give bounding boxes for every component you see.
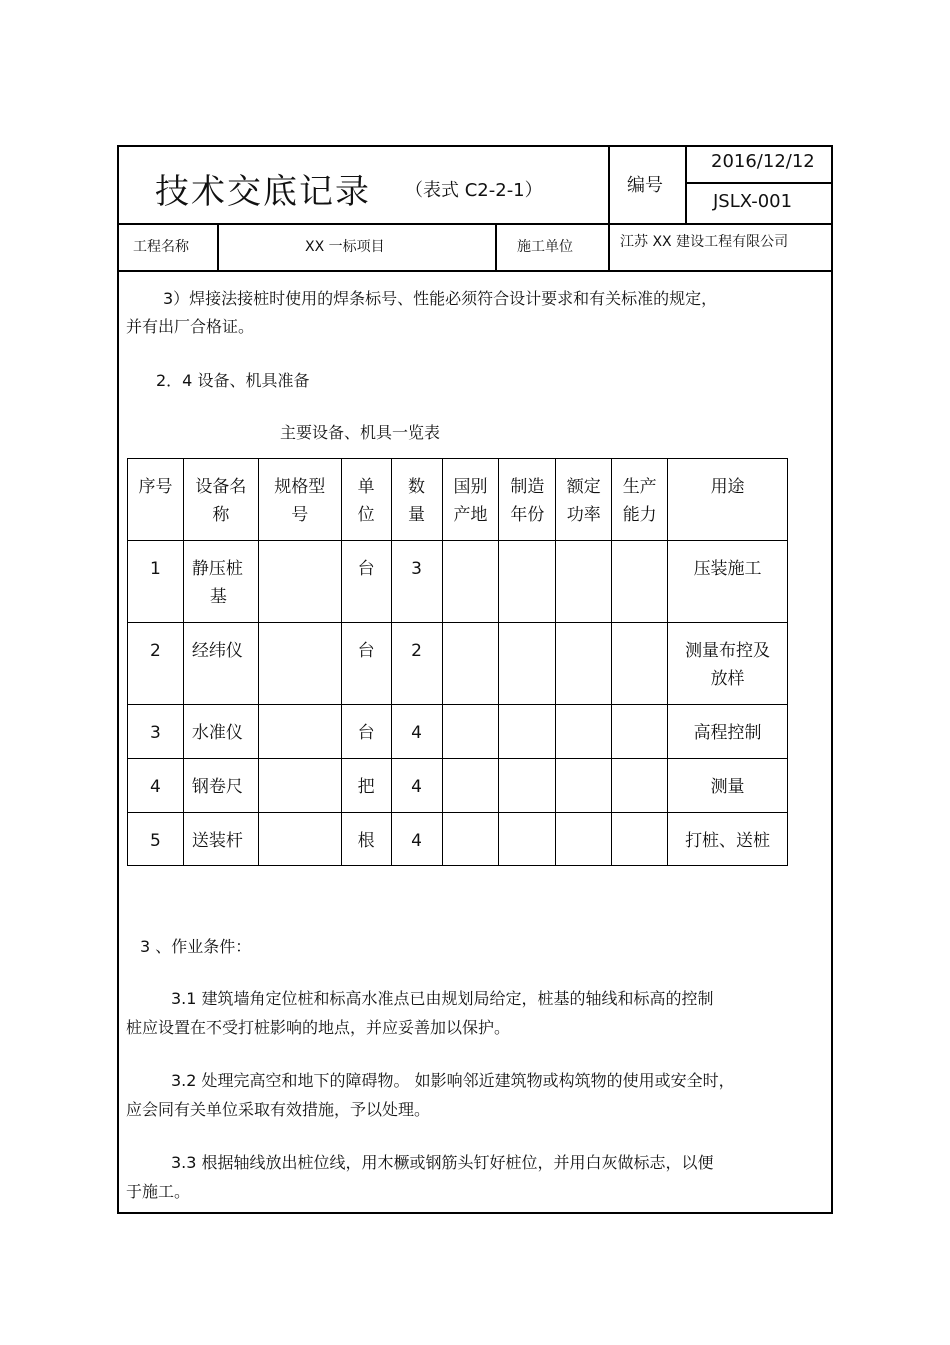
equipment-unit: 台	[341, 623, 391, 705]
equipment-power	[556, 705, 612, 759]
header-cell: 用途	[668, 459, 788, 541]
equipment-name: 经纬仪	[183, 623, 258, 705]
equipment-name: 钢卷尺	[183, 759, 258, 813]
equipment-spec	[258, 705, 341, 759]
equipment-capacity	[612, 541, 668, 623]
row-number: 4	[128, 759, 184, 813]
paragraph-3-2-line2: 应会同有关单位采取有效措施，予以处理。	[126, 1100, 431, 1119]
equipment-qty: 2	[391, 623, 442, 705]
equipment-origin	[442, 623, 499, 705]
header-cell: 额定 功率	[556, 459, 612, 541]
equipment-name: 静压桩 基	[183, 541, 258, 623]
equipment-spec	[258, 541, 341, 623]
equipment-table	[127, 458, 788, 866]
construction-unit-label: 施工单位	[517, 239, 573, 255]
paragraph-3-1-line1: 3.1 建筑墙角定位桩和标高水准点已由规划局给定，桩基的轴线和标高的控制	[171, 989, 714, 1008]
project-row-divider	[117, 270, 833, 272]
equipment-year	[499, 813, 556, 866]
project-name-label: 工程名称	[133, 239, 189, 255]
equipment-origin	[442, 541, 499, 623]
equipment-power	[556, 813, 612, 866]
equipment-qty: 3	[391, 541, 442, 623]
header-cell: 制造 年份	[499, 459, 556, 541]
equipment-power	[556, 541, 612, 623]
equipment-capacity	[612, 759, 668, 813]
equipment-use: 压装施工	[668, 541, 788, 623]
equipment-year	[499, 759, 556, 813]
equipment-capacity	[612, 813, 668, 866]
equipment-year	[499, 623, 556, 705]
equipment-unit: 根	[341, 813, 391, 866]
row-number: 2	[128, 623, 184, 705]
number-cell-divider	[685, 182, 833, 184]
header-cell: 序号	[128, 459, 184, 541]
paragraph-welding-line1: 3）焊接法接桩时使用的焊条标号、性能必须符合设计要求和有关标准的规定，	[163, 289, 718, 308]
header-divider	[117, 223, 833, 225]
header-cell: 数 量	[391, 459, 442, 541]
equipment-unit: 把	[341, 759, 391, 813]
header-cell: 国别 产地	[442, 459, 499, 541]
equipment-use: 测量布控及 放样	[668, 623, 788, 705]
equipment-use: 测量	[668, 759, 788, 813]
row-number: 1	[128, 541, 184, 623]
equipment-year	[499, 541, 556, 623]
section-heading-work-conditions: 3 、作业条件：	[140, 937, 252, 956]
equipment-power	[556, 623, 612, 705]
equipment-origin	[442, 759, 499, 813]
equipment-spec	[258, 813, 341, 866]
project-name-value: XX 一标项目	[305, 239, 385, 255]
equipment-name: 水准仪	[183, 705, 258, 759]
paragraph-welding-line2: 并有出厂合格证。	[126, 317, 255, 336]
header-cell: 生产 能力	[612, 459, 668, 541]
equipment-unit: 台	[341, 541, 391, 623]
header-cell: 设备名 称	[183, 459, 258, 541]
paragraph-3-3-line2: 于施工。	[126, 1182, 191, 1201]
paragraph-3-3-line1: 3.3 根据轴线放出桩位线，用木橛或钢筋头钉好桩位，并用白灰做标志，以便	[171, 1153, 714, 1172]
header-cell: 规格型 号	[258, 459, 341, 541]
name-value-right-border	[495, 223, 497, 270]
table-title: 主要设备、机具一览表	[280, 423, 441, 442]
title-right-border	[608, 145, 610, 270]
header-cell: 单 位	[341, 459, 391, 541]
equipment-qty: 4	[391, 759, 442, 813]
equipment-power	[556, 759, 612, 813]
equipment-qty: 4	[391, 705, 442, 759]
equipment-origin	[442, 705, 499, 759]
equipment-spec	[258, 623, 341, 705]
document-title: 技术交底记录	[155, 172, 371, 212]
equipment-capacity	[612, 623, 668, 705]
equipment-unit: 台	[341, 705, 391, 759]
number-label: 编号	[627, 175, 663, 196]
equipment-use: 打桩、送桩	[668, 813, 788, 866]
equipment-origin	[442, 813, 499, 866]
number-label-right-border	[685, 145, 687, 223]
paragraph-3-1-line2: 桩应设置在不受打桩影响的地点，并应妥善加以保护。	[126, 1018, 511, 1037]
row-number: 3	[128, 705, 184, 759]
form-code: （表式 C2-2-1）	[405, 180, 543, 201]
table-row	[128, 813, 788, 866]
table-row	[128, 541, 788, 623]
table-row	[128, 759, 788, 813]
table-header-row	[128, 459, 788, 541]
row-number: 5	[128, 813, 184, 866]
section-heading-equipment: 2．4 设备、机具准备	[156, 371, 310, 390]
equipment-year	[499, 705, 556, 759]
equipment-name: 送装杆	[183, 813, 258, 866]
paragraph-3-2-line1: 3.2 处理完高空和地下的障碍物。 如影响邻近建筑物或构筑物的使用或安全时，	[171, 1071, 735, 1090]
equipment-use: 高程控制	[668, 705, 788, 759]
equipment-qty: 4	[391, 813, 442, 866]
record-date: 2016/12/12	[711, 151, 815, 172]
name-label-right-border	[217, 223, 219, 270]
equipment-spec	[258, 759, 341, 813]
construction-unit-value: 江苏 XX 建设工程有限公司	[620, 234, 789, 250]
table-row	[128, 623, 788, 705]
table-row	[128, 705, 788, 759]
record-number: JSLX-001	[713, 191, 793, 212]
equipment-capacity	[612, 705, 668, 759]
